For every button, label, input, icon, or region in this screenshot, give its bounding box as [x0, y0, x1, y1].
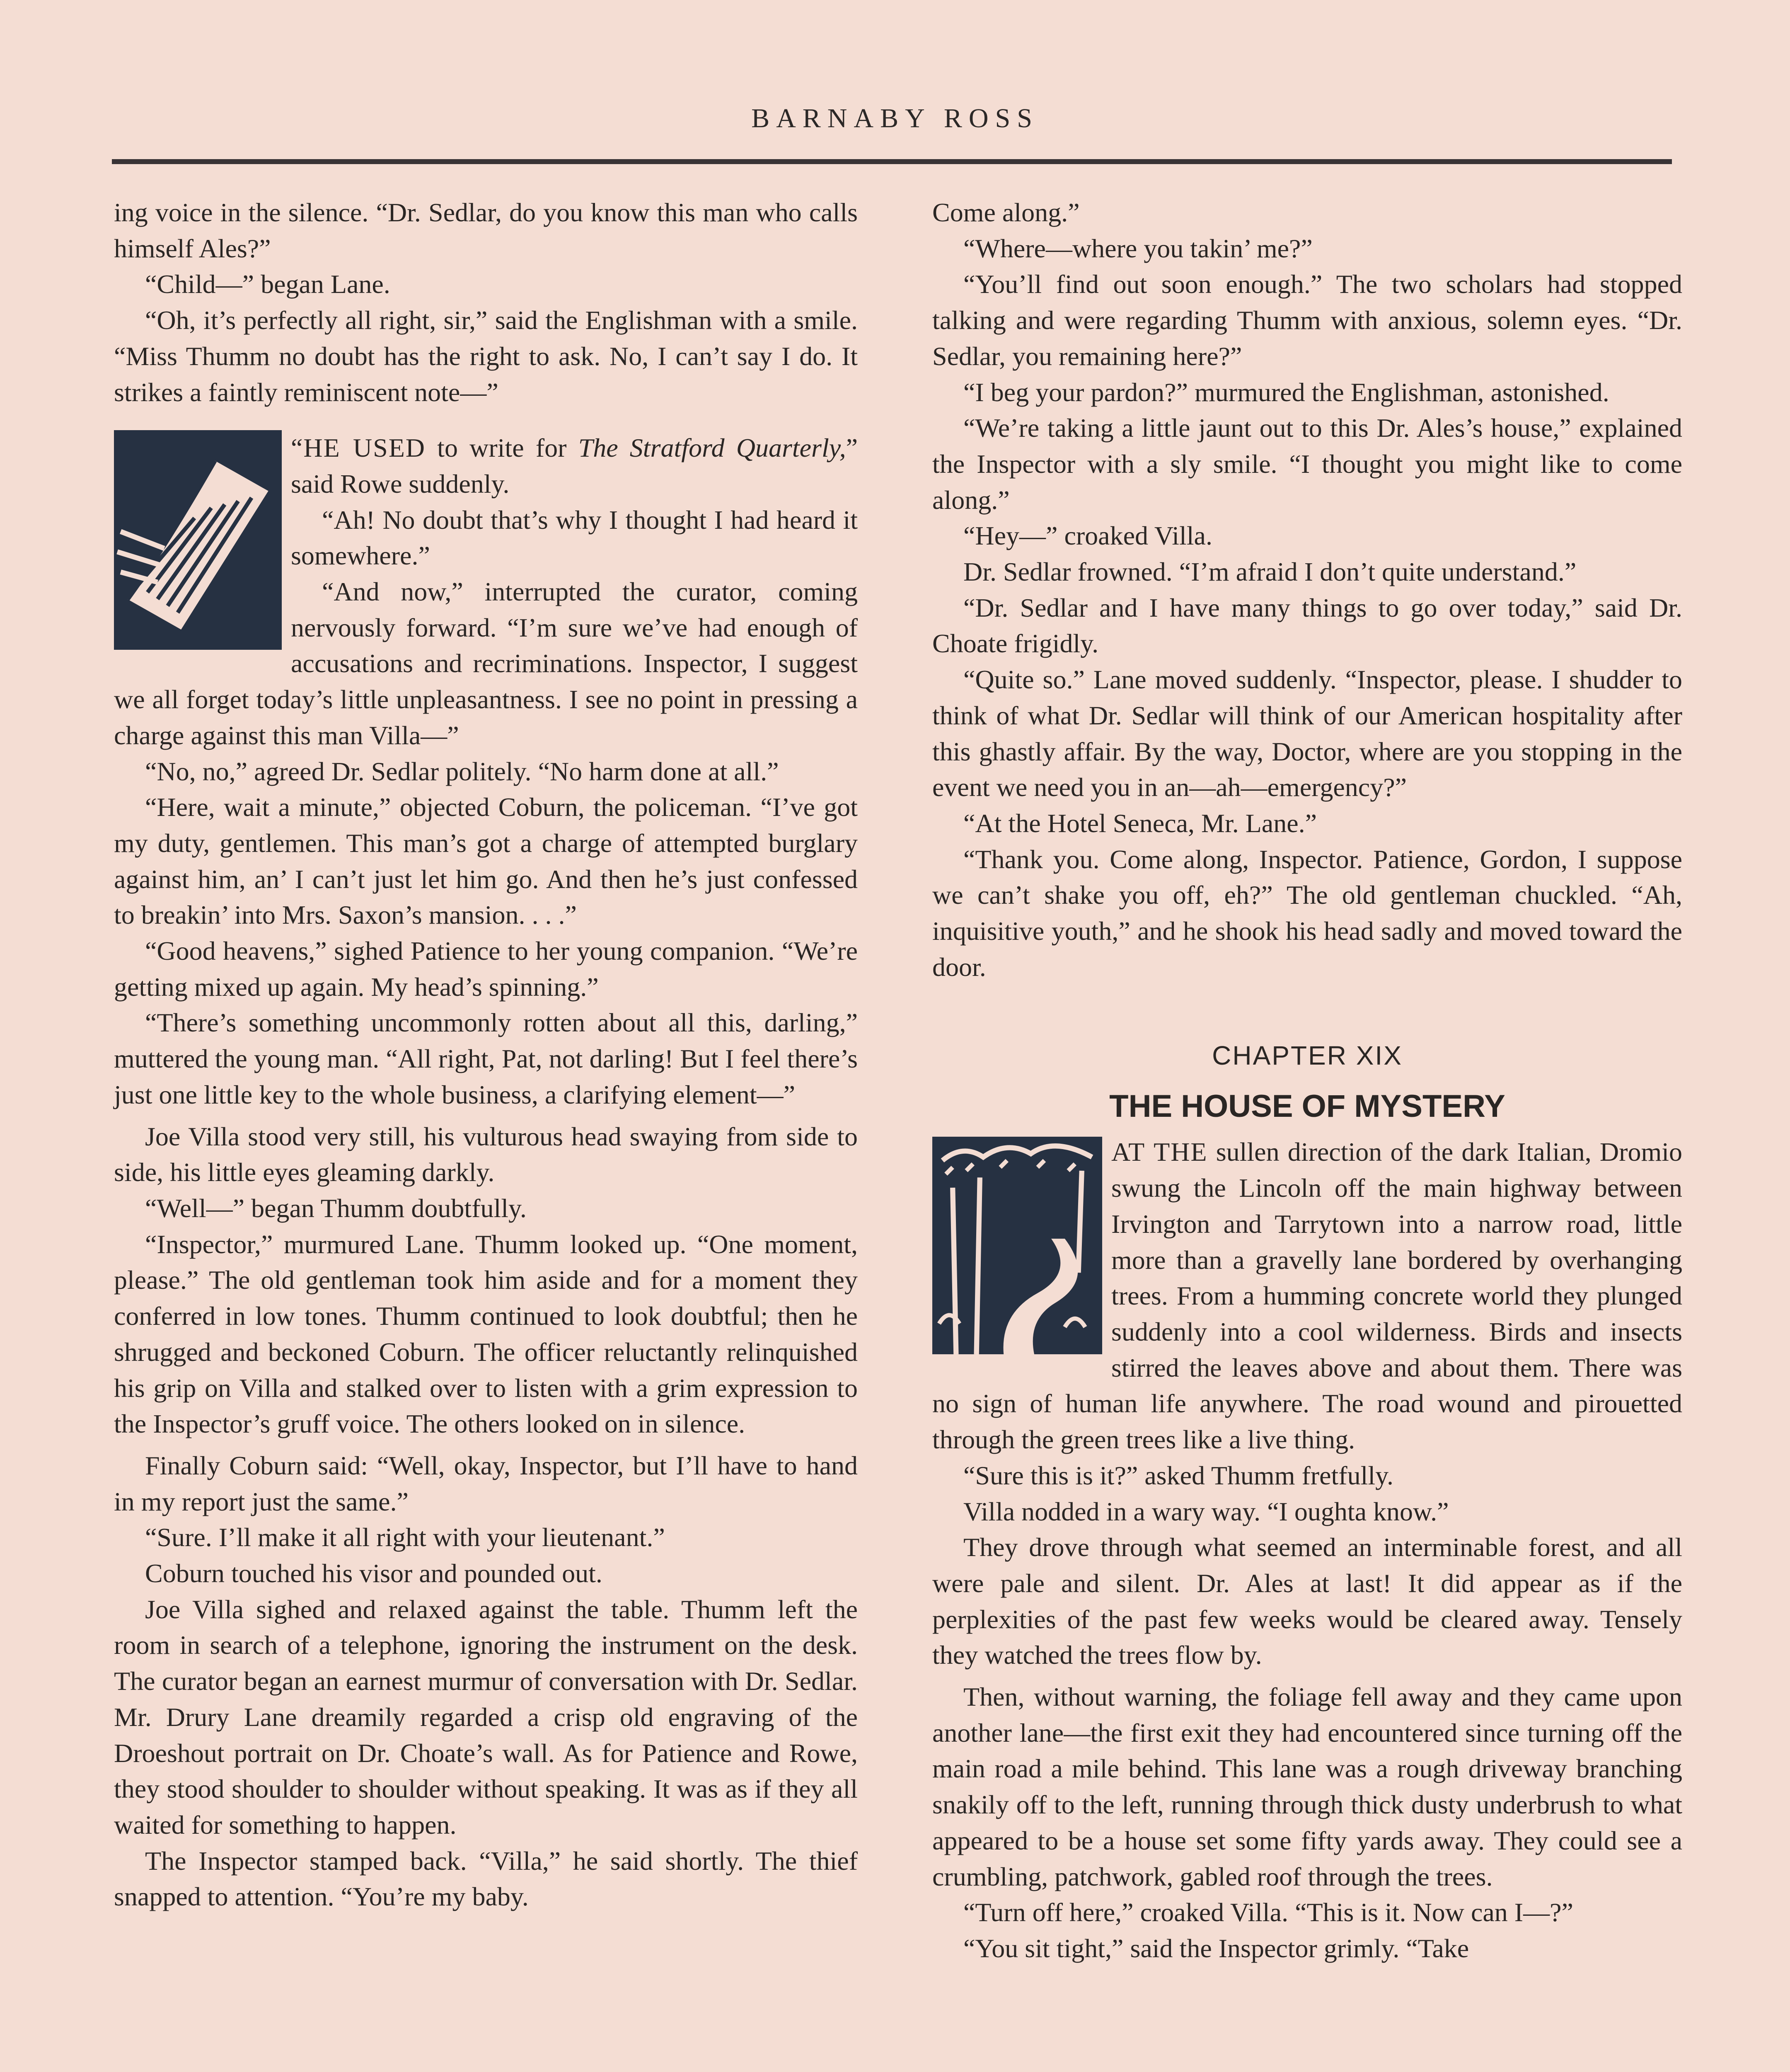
paragraph: “Good heavens,” sighed Patience to her young companion. “We’re getting mixed up again. My head’s spinning.”: [114, 936, 858, 1002]
paragraph-lead: AT THE sullen direction of the dark Italian, Dromio swung the Lincoln off the main highway between Irvington and Tarrytown into a narrow road, little more than a gravelly lane bordered by overhanging trees. From a humming concrete world they plunged suddenly into a cool wilderness. Birds and insects stirred the leaves above and about them. There was no sign of human life anywhere. The road wound and pirouetted through the green trees like a live thing.: [932, 1137, 1683, 1455]
paragraph: “And now,” interrupted the curator, coming nervously forward. “I’m sure we’ve had enough of accusations and recriminations. Inspector, I suggest we all forget today’s little unpleasantness. I see no point in pressing a charge against this man Villa—”: [114, 577, 858, 750]
paragraph: “Where—where you takin’ me?”: [963, 233, 1313, 263]
paragraph: “Oh, it’s perfectly all right, sir,” said the Englishman with a smile. “Miss Thumm no doubt has the right to ask. No, I can’t say I do. It strikes a faintly reminiscent note—”: [114, 305, 858, 407]
lead-in: “HE USED: [291, 433, 426, 463]
paragraph: “Quite so.” Lane moved suddenly. “Inspector, please. I shudder to think of what Dr. Sedlar will think of our American hospitality after this ghastly affair. By the way, Doctor, where are you stopping in the event we need you in an—ah—emergency?”: [932, 665, 1682, 802]
paragraph: “You sit tight,” said the Inspector grimly. “Take: [963, 1933, 1469, 1963]
paragraph: Dr. Sedlar frowned. “I’m afraid I don’t quite understand.”: [963, 557, 1577, 587]
paragraph: “Dr. Sedlar and I have many things to go over today,” said Dr. Choate frigidly.: [932, 593, 1682, 658]
paragraph: Then, without warning, the foliage fell away and they came upon another lane—the first exit they had encountered since turning off the main road a mile behind. This lane was a rough driveway branching snakily off to the left, running through thick dusty underbrush to what appeared to be a house set some fifty yards away. They could see a crumbling, patchwork, gabled roof through the trees.: [932, 1682, 1682, 1891]
paragraph: Joe Villa sighed and relaxed against the table. Thumm left the room in search of a telephone, ignoring the instrument on the desk. The curator began an earnest murmur of conversation with Dr. Sedlar. Mr. Drury Lane dreamily regarded a crisp old engraving of the Droeshout portrait on Dr. Choate’s wall. As for Patience and Rowe, they stood shoulder to shoulder without speaking. It was as if they all waited for something to happen.: [114, 1594, 858, 1840]
lead-in: AT THE: [1111, 1137, 1208, 1167]
paragraph-lead: “HE USED to write for The Stratford Quarterly,” said Rowe suddenly.: [291, 433, 858, 499]
paragraph: Coburn touched his visor and pounded out.: [145, 1559, 602, 1588]
paragraph: “Hey—” croaked Villa.: [963, 521, 1212, 551]
paragraph: “Here, wait a minute,” objected Coburn, the policeman. “I’ve got my duty, gentlemen. This man’s got a charge of attempted burglary against him, an’ I can’t just let him go. And then he’s just confessed to breakin’ into Mrs. Saxon’s mansion. . . .”: [114, 792, 858, 930]
paragraph: “Ah! No doubt that’s why I thought I had heard it somewhere.”: [291, 505, 858, 571]
paragraph: “Sure this is it?” asked Thumm fretfully.: [963, 1460, 1393, 1490]
paragraph: “Thank you. Come along, Inspector. Patience, Gordon, I suppose we can’t shake you off, eh?” The old gentleman chuckled. “Ah, inquisitive youth,” and he shook his head sadly and moved toward the door.: [932, 844, 1682, 982]
running-head: BARNABY ROSS: [751, 103, 1039, 133]
header-rule: [112, 159, 1672, 164]
journal-title: The Stratford Quarterly,: [578, 433, 846, 463]
paragraph: They drove through what seemed an interminable forest, and all were pale and silent. Dr. Ales at last! It did appear as if the perplexities of the past few weeks would be cleared away. Tensely they watched the trees flow by.: [932, 1532, 1682, 1670]
paragraph: “There’s something uncommonly rotten about all this, darling,” muttered the young man. “All right, Pat, not darling! But I feel there’s just one little key to the whole business, a clarifying element—”: [114, 1008, 858, 1109]
paragraph: “Turn off here,” croaked Villa. “This is it. Now can I—?”: [963, 1898, 1573, 1927]
paragraph: “We’re taking a little jaunt out to this Dr. Ales’s house,” explained the Inspector with a sly smile. “I thought you might like to come along.”: [932, 413, 1682, 515]
paragraph: ing voice in the silence. “Dr. Sedlar, do you know this man who calls himself Ales?”: [114, 198, 858, 263]
paragraph: “At the Hotel Seneca, Mr. Lane.”: [963, 808, 1317, 838]
paragraph: Villa nodded in a wary way. “I oughta know.”: [963, 1496, 1449, 1526]
paragraph: Come along.”: [932, 198, 1080, 227]
chapter-number: CHAPTER XIX: [1212, 1041, 1403, 1071]
paragraph: Joe Villa stood very still, his vulturous head swaying from side to side, his little eyes gleaming darkly.: [114, 1121, 858, 1187]
right-column: [932, 195, 1682, 1967]
paragraph: “Child—” began Lane.: [145, 269, 390, 299]
paragraph: “No, no,” agreed Dr. Sedlar politely. “No harm done at all.”: [145, 756, 779, 786]
paragraph: Finally Coburn said: “Well, okay, Inspector, but I’ll have to hand in my report just the same.”: [114, 1450, 858, 1516]
forest-road-icon: [932, 1137, 1102, 1354]
paragraph: “Inspector,” murmured Lane. Thumm looked up. “One moment, please.” The old gentleman took him aside and for a moment they conferred in low tones. Thumm continued to look doubtful; then he shrugged and beckoned Coburn. The officer reluctantly relinquished his grip on Villa and stalked over to listen with a grim expression to the Inspector’s gruff voice. The others looked on in silence.: [114, 1229, 858, 1439]
chapter-title: THE HOUSE OF MYSTERY: [1109, 1089, 1505, 1124]
paragraph: “You’ll find out soon enough.” The two scholars had stopped talking and were regarding Thumm with anxious, solemn eyes. “Dr. Sedlar, you remaining here?”: [932, 269, 1682, 371]
paragraph: The Inspector stamped back. “Villa,” he said shortly. The thief snapped to attention. “You’re my baby.: [114, 1846, 858, 1912]
paragraph: “Sure. I’ll make it all right with your lieutenant.”: [145, 1523, 665, 1552]
open-book-icon: [114, 430, 282, 650]
paragraph: “I beg your pardon?” murmured the Englishman, astonished.: [963, 377, 1609, 407]
paragraph: “Well—” began Thumm doubtfully.: [145, 1193, 527, 1223]
left-column: [114, 195, 858, 1915]
